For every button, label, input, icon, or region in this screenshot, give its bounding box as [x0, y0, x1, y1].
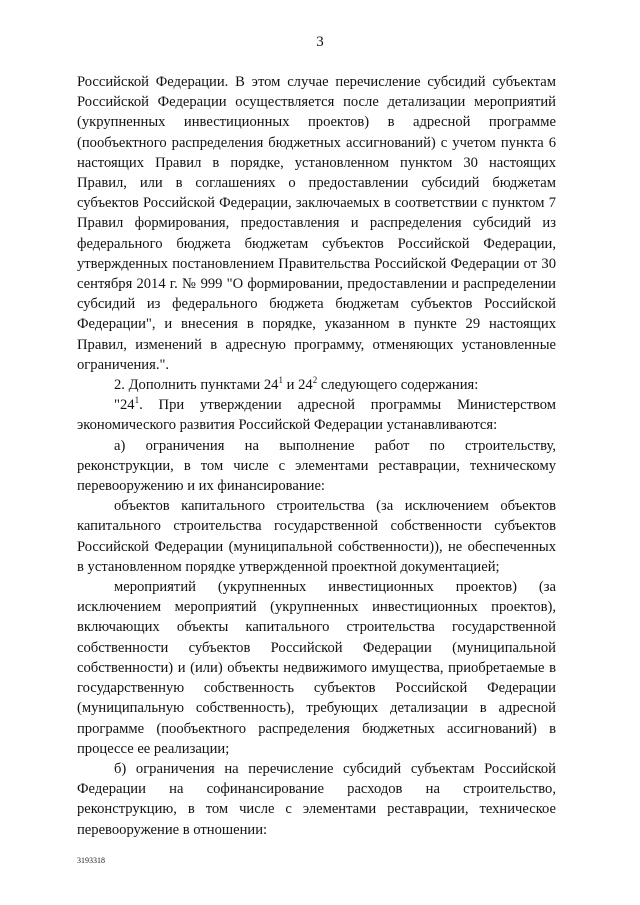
amendment-2-mid: и 24 — [282, 377, 313, 394]
clause-24-1-text: . При утверждении адресной программы Министерством экономического развития Российской Федерации устанавливаются: — [77, 397, 556, 434]
paragraph-clause-24-1 — [77, 395, 556, 435]
clause-24-1-prefix: "24 — [114, 397, 135, 414]
superscript-1: 1 — [278, 375, 283, 386]
paragraph-amendment-2 — [77, 375, 556, 395]
document-body — [77, 72, 556, 840]
document-id: 3193318 — [77, 856, 105, 865]
page-number: 3 — [316, 34, 324, 50]
paragraph-subitem-b: б) ограничения на перечисление субсидий субъектам Российской Федерации на софинансирование расходов на строительство, реконструкцию, в том числе с элементами реставрации, техническое перевооружение в отношении: — [77, 760, 556, 838]
paragraph-capital-construction: объектов капитального строительства (за исключением объектов капитального строительства государственной собственности субъектов Российской Федерации (муниципальной собственности)), не обеспеченных в установленном порядке утвержденной проектной документацией; — [77, 498, 556, 575]
amendment-2-prefix: 2. Дополнить пунктами 24 — [114, 377, 279, 394]
superscript-2: 2 — [312, 375, 318, 386]
superscript-clause-1: 1 — [134, 395, 140, 406]
paragraph-measures: мероприятий (укрупненных инвестиционных проектов) (за исключением мероприятий (укрупненных инвестиционных проектов), включающих объекты капитального строительства государственной собственности субъектов Российской Федерации (муниципальной собственности) и (или) объекты недвижимого имущества, приобретаемые в государственную собственность субъектов Российской Федерации (муниципальную собственность), требующих детализации в адресной программе (пообъектного распределения бюджетных ассигнований) в процессе ее реализации; — [77, 579, 556, 757]
paragraph-subitem-a: а) ограничения на выполнение работ по строительству, реконструкции, в том числе с элементами реставрации, техническому перевооружению и их финансирование: — [77, 437, 556, 495]
amendment-2-suffix: следующего содержания: — [317, 377, 479, 394]
paragraph-continuation: Российской Федерации. В этом случае перечисление субсидий субъектам Российской Федерации осуществляется после детализации мероприятий (укрупненных инвестиционных проектов) в адресной программе (пообъектного распределения бюджетных ассигнований) с учетом пункта 6 настоящих Правил в порядке, установленном пунктом 30 настоящих Правил, или в соглашениях о предоставлении субсидий бюджетам субъектов Российской Федерации, заключаемых в соответствии с пунктом 7 Правил формирования, предоставления и распределения субсидий из федерального бюджета бюджетам субъектов Российской Федерации, утвержденных постановлением Правительства Российской Федерации от 30 сентября 2014 г. № 999 "О формировании, предоставлении и распределении субсидий из федерального бюджета бюджетам субъектов Российской Федерации", и внесения в порядке, указанном в пункте 29 настоящих Правил, изменений в адресную программу, отменяющих установленные ограничения.". — [77, 74, 556, 373]
